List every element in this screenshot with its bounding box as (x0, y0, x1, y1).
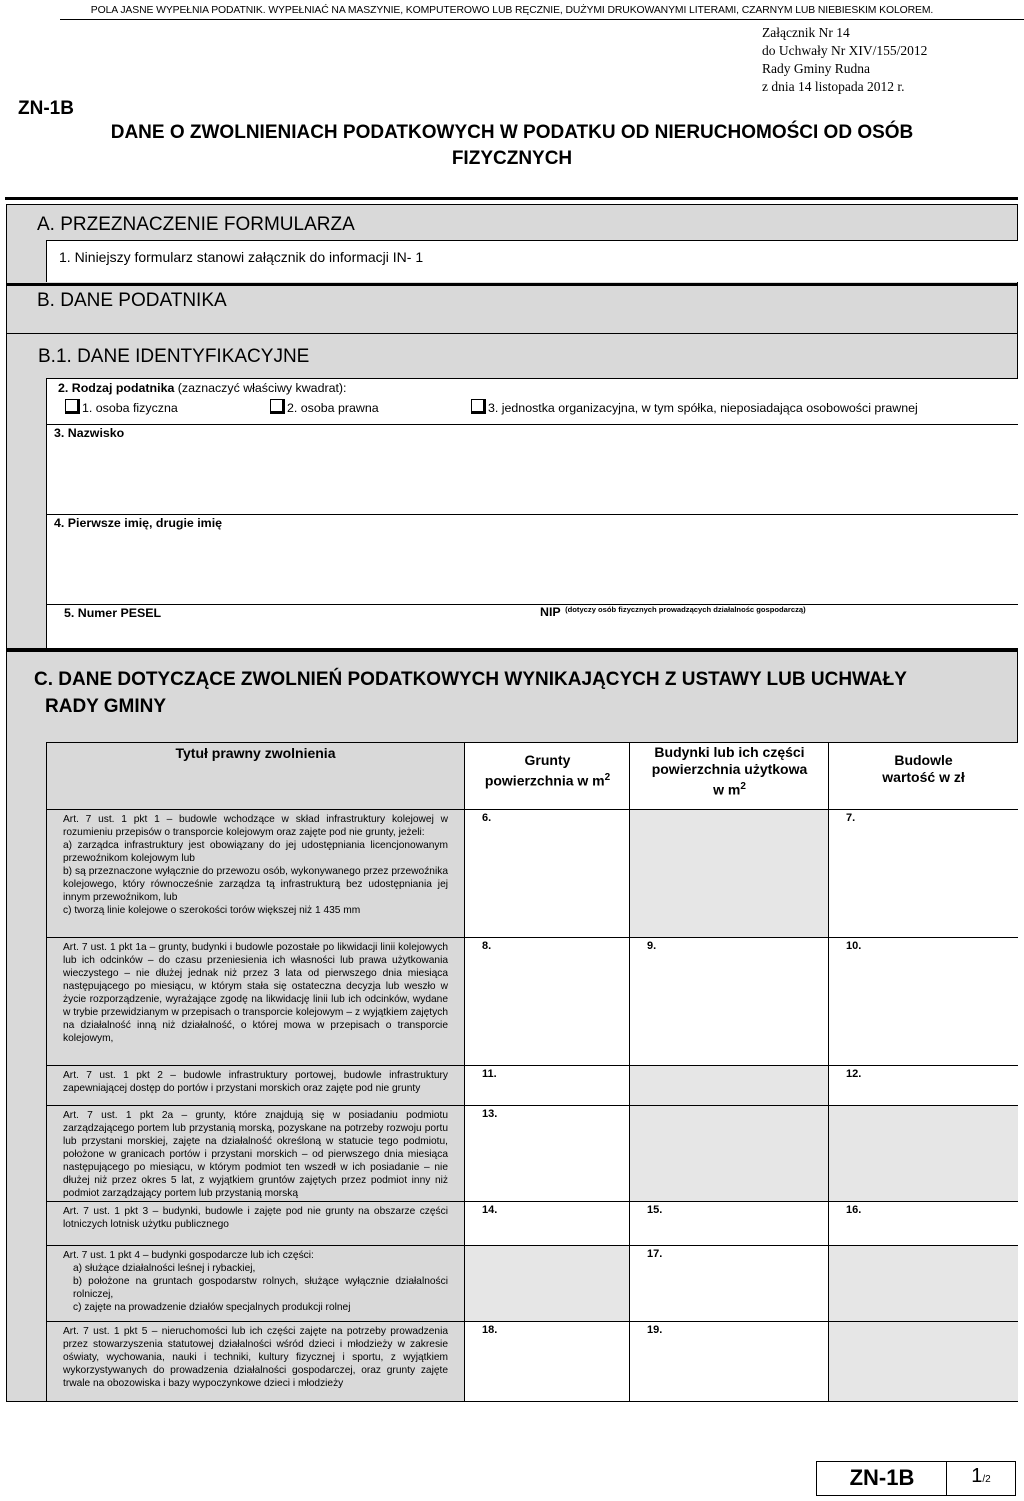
footer-code: ZN-1B (849, 1465, 915, 1490)
field-number-grunty: 8. (482, 940, 492, 952)
first-names-label: 4. Pierwsze imię, drugie imię (54, 516, 223, 530)
pesel-label: 5. Numer PESEL (64, 606, 162, 620)
taxpayer-type-field (46, 378, 1018, 424)
table-left-border (46, 742, 47, 1402)
section-b-heading: B. DANE PODATNIKA (37, 290, 227, 311)
exemption-paragraph: Art. 7 ust. 1 pkt 5 – nieruchomości lub ich części zajęte na potrzeby prowadzenia przez stowarzyszenia statutowej działalności wśród dzieci i młodzieży w zakresie oświaty, wychowania, nauki i techniki, kultury fizycznej i sportu, z wyjątkiem wykorzystywanych do prowadzenia działalności gospodarczej, oraz grunty zajęte trwale na obozowiska i bazy wypoczynkowe dzieci i młodzieży (63, 1326, 448, 1389)
cell-budynki (630, 1106, 828, 1202)
section-c-heading (34, 666, 907, 720)
cell-grunty[interactable] (465, 810, 629, 938)
field-number-grunty: 13. (482, 1108, 498, 1120)
section-b1-heading: B.1. DANE IDENTYFIKACYJNE (38, 346, 310, 367)
exemption-legal-basis (63, 1205, 448, 1231)
section-c-bottom-rule (6, 1401, 1018, 1402)
page-title (0, 120, 1024, 172)
exemption-paragraph: Art. 7 ust. 1 pkt 2 – budowle infrastruktury portowej, budowle infrastruktury zapewniającej dostęp do portów i przystani morskich oraz zajęte pod nie grunty (63, 1070, 448, 1094)
cell-budynki (630, 810, 828, 938)
annex-block (762, 24, 927, 96)
field-number-budowle: 16. (846, 1204, 862, 1216)
section-a-field-1 (46, 240, 1018, 282)
title-line-1: DANE O ZWOLNIENIACH PODATKOWYCH W PODATKU OD NIERUCHOMOŚCI OD OSÓB (110, 122, 914, 143)
col-header-title: Tytuł prawny zwolnienia (175, 745, 336, 761)
exemption-paragraph: Art. 7 ust. 1 pkt 2a – grunty, które znajdują się w posiadaniu podmiotu zarządzającego portem lub przystanią morską, pozyskane na potrzeby rozwoju portu lub przystani morskiej, zajęte na działalność określoną w statucie tego podmiotu, położone w granicach portów i przystani morskich – od pierwszego dnia miesiąca następującego po miesiącu, w którym podmiot ten wszedł w ich posiadanie – nie dłużej niż przez okres 5 lat, z wyjątkiem gruntów zajętych przez podmiot inny niż podmiot zarządzający portem lub przystanią morską (63, 1110, 448, 1199)
col-header-grunty (465, 752, 630, 790)
table-col-divider-1 (464, 742, 465, 1402)
table-col-divider-2 (629, 742, 630, 1402)
field-number-budynki: 19. (647, 1324, 663, 1336)
field-number-budowle: 12. (846, 1068, 862, 1080)
top-rule (60, 19, 1024, 20)
col-header-budowle (829, 752, 1018, 786)
section-b-sub-rule (6, 333, 1018, 334)
footer-page-number: 1 (971, 1465, 983, 1487)
exemption-paragraph: a) służące działalności leśnej i rybackiej, (73, 1263, 256, 1274)
table-header-bottom (46, 809, 1018, 810)
section-c-heading-line-2: RADY GMINY (45, 696, 167, 717)
option-organizational-unit-label: 3. jednostka organizacyjna, w tym spółka, nieposiadająca osobowości prawnej (488, 401, 918, 415)
col-header-budynki-2: powierzchnia użytkowa (651, 761, 808, 777)
field-number-budynki: 15. (647, 1204, 663, 1216)
cell-budynki[interactable] (630, 938, 828, 1066)
top-instruction: POLA JASNE WYPEŁNIA PODATNIK. WYPEŁNIAĆ NA MASZYNIE, KOMPUTEROWO LUB RĘCZNIE, DUŻYMI DRUKOWANYMI LITERAMI, CZARNYM LUB NIEBIESKIM KOLOREM. (90, 5, 934, 16)
exemption-legal-basis (63, 941, 448, 1045)
section-a-item-1: 1. Niniejszy formularz stanowi załącznik do informacji IN- 1 (59, 249, 424, 265)
option-organizational-unit[interactable] (471, 399, 918, 415)
footer-box (816, 1461, 1016, 1496)
col-header-grunty-1: Grunty (524, 752, 571, 768)
taxpayer-type-label (58, 381, 347, 395)
section-a-top-rule (6, 204, 1018, 205)
exemption-legal-basis (63, 1249, 448, 1314)
col-header-budynki-1: Budynki lub ich części (654, 744, 805, 760)
exemption-paragraph: b) są przeznaczone wyłącznie do przewozu osób, wykonywanego przez przewoźnika kolejowego, który równocześnie zarządza tą infrastrukturą bez udostępniania jej innym przewoźnikom, lub (63, 866, 448, 903)
field-number-grunty: 6. (482, 812, 492, 824)
exemption-legal-basis (63, 813, 448, 917)
cell-budynki (630, 1066, 828, 1106)
footer-page (947, 1465, 1015, 1488)
cell-grunty[interactable] (465, 1106, 629, 1202)
table-top-border (46, 742, 1018, 743)
annex-line-2: do Uchwały Nr XIV/155/2012 (762, 43, 928, 58)
exemption-paragraph: Art. 7 ust. 1 pkt 1a – grunty, budynki i budowle pozostałe po likwidacji linii kolejowych lub ich odcinków – do czasu przeniesienia ich własności lub prawa użytkowania wieczystego – nie dłużej jednak niż przez 3 lata od pierwszego dnia miesiąca następującego po miesiącu, w którym stała się ostateczna decyzja lub weszło w życie rozporządzenie, wyrażające zgodę na likwidację linii lub ich odcinków, wydane w trybie przewidzianym w przepisach o transporcie kolejowym – z wyjątkiem zajętych na działalność inną niż działalność, o której mowa w przepisach o transporcie kolejowym, (63, 942, 448, 1044)
option-legal-person-label: 2. osoba prawna (287, 401, 379, 415)
col-header-budynki-3: w m (713, 781, 741, 798)
exemption-paragraph: b) położone na gruntach gospodarstw rolnych, służące wyłącznie działalności rolniczej, (73, 1276, 448, 1300)
checkbox-natural-person[interactable] (65, 399, 80, 414)
option-legal-person[interactable] (270, 399, 379, 415)
annex-line-4: z dnia 14 listopada 2012 r. (762, 79, 905, 94)
field-number-grunty: 14. (482, 1204, 498, 1216)
first-names-field[interactable] (46, 514, 1018, 604)
field-number-grunty: 11. (482, 1068, 497, 1080)
field-number-budynki: 9. (647, 940, 657, 952)
nip-label-group (540, 603, 806, 621)
exemption-paragraph: Art. 7 ust. 1 pkt 1 – budowle wchodzące w skład infrastruktury kolejowej w rozumieniu przepisów o transporcie kolejowym oraz zajęte pod nie grunty, jeżeli: (63, 814, 448, 838)
section-c-heading-line-1: C. DANE DOTYCZĄCE ZWOLNIEŃ PODATKOWYCH WYNIKAJĄCYCH Z USTAWY LUB UCHWAŁY (34, 669, 907, 690)
col-header-budowle-2: wartość w zł (882, 769, 965, 785)
field-number-budowle: 10. (846, 940, 862, 952)
cell-budowle (829, 1246, 1018, 1322)
section-a-heading: A. PRZEZNACZENIE FORMULARZA (37, 214, 355, 235)
exemption-paragraph: c) tworzą linie kolejowe o szerokości torów większej niż 1 435 mm (63, 905, 361, 916)
pesel-nip-field (46, 604, 1018, 648)
col-header-budynki-3-wrap (630, 778, 829, 799)
col-header-grunty-2: powierzchnia w m (484, 772, 605, 789)
annex-line-1: Załącznik Nr 14 (762, 25, 850, 40)
surname-label: 3. Nazwisko (54, 426, 125, 440)
exemption-legal-basis (63, 1069, 448, 1095)
cell-budowle (829, 1106, 1018, 1202)
table-col-divider-3 (828, 742, 829, 1402)
cell-grunty[interactable] (465, 938, 629, 1066)
exemption-paragraph: a) zarządca infrastruktury jest obowiązany do jej udostępniania licencjonowanym przewoźnikom kolejowym lub (63, 840, 448, 864)
col-header-grunty-sup: 2 (604, 772, 611, 783)
form-code: ZN-1B (18, 98, 74, 119)
checkbox-organizational-unit[interactable] (471, 399, 486, 414)
nip-label: NIP (540, 605, 561, 619)
cell-budowle[interactable] (829, 810, 1018, 938)
exemption-paragraph: Art. 7 ust. 1 pkt 4 – budynki gospodarcze lub ich części: (63, 1250, 314, 1261)
col-header-grunty-2-wrap (465, 769, 630, 790)
exemption-paragraph: Art. 7 ust. 1 pkt 3 – budynki, budowle i zajęte pod nie grunty na obszarze części lotniczych lotnisk użytku publicznego (63, 1206, 448, 1230)
exemption-paragraph: c) zajęte na prowadzenie działów specjalnych produkcji rolnej (73, 1302, 351, 1313)
surname-field[interactable] (46, 424, 1018, 514)
field-number-grunty: 18. (482, 1324, 498, 1336)
cell-budowle (829, 1322, 1018, 1402)
col-header-budowle-1: Budowle (894, 752, 953, 768)
cell-grunty (465, 1246, 629, 1322)
option-natural-person[interactable] (65, 399, 178, 415)
title-line-2: FIZYCZNYCH (451, 148, 573, 169)
title-rule (5, 197, 1018, 200)
col-header-budynki-sup: 2 (740, 781, 746, 792)
taxpayer-type-label-bold: 2. Rodzaj podatnika (58, 381, 175, 395)
footer-page-total: /2 (982, 1474, 991, 1485)
field-number-budowle: 7. (846, 812, 856, 824)
cell-budowle[interactable] (829, 938, 1018, 1066)
checkbox-legal-person[interactable] (270, 399, 285, 414)
nip-note: (dotyczy osób fizycznych prowadzących działalnośc gospodarczą) (565, 605, 806, 614)
exemption-legal-basis (63, 1109, 448, 1200)
col-header-budynki (630, 744, 829, 799)
option-natural-person-label: 1. osoba fizyczna (82, 401, 178, 415)
annex-line-3: Rady Gminy Rudna (762, 61, 870, 76)
exemption-legal-basis (63, 1325, 448, 1390)
field-number-budynki: 17. (647, 1248, 663, 1260)
taxpayer-type-label-note: (zaznaczyć właściwy kwadrat): (174, 381, 347, 395)
